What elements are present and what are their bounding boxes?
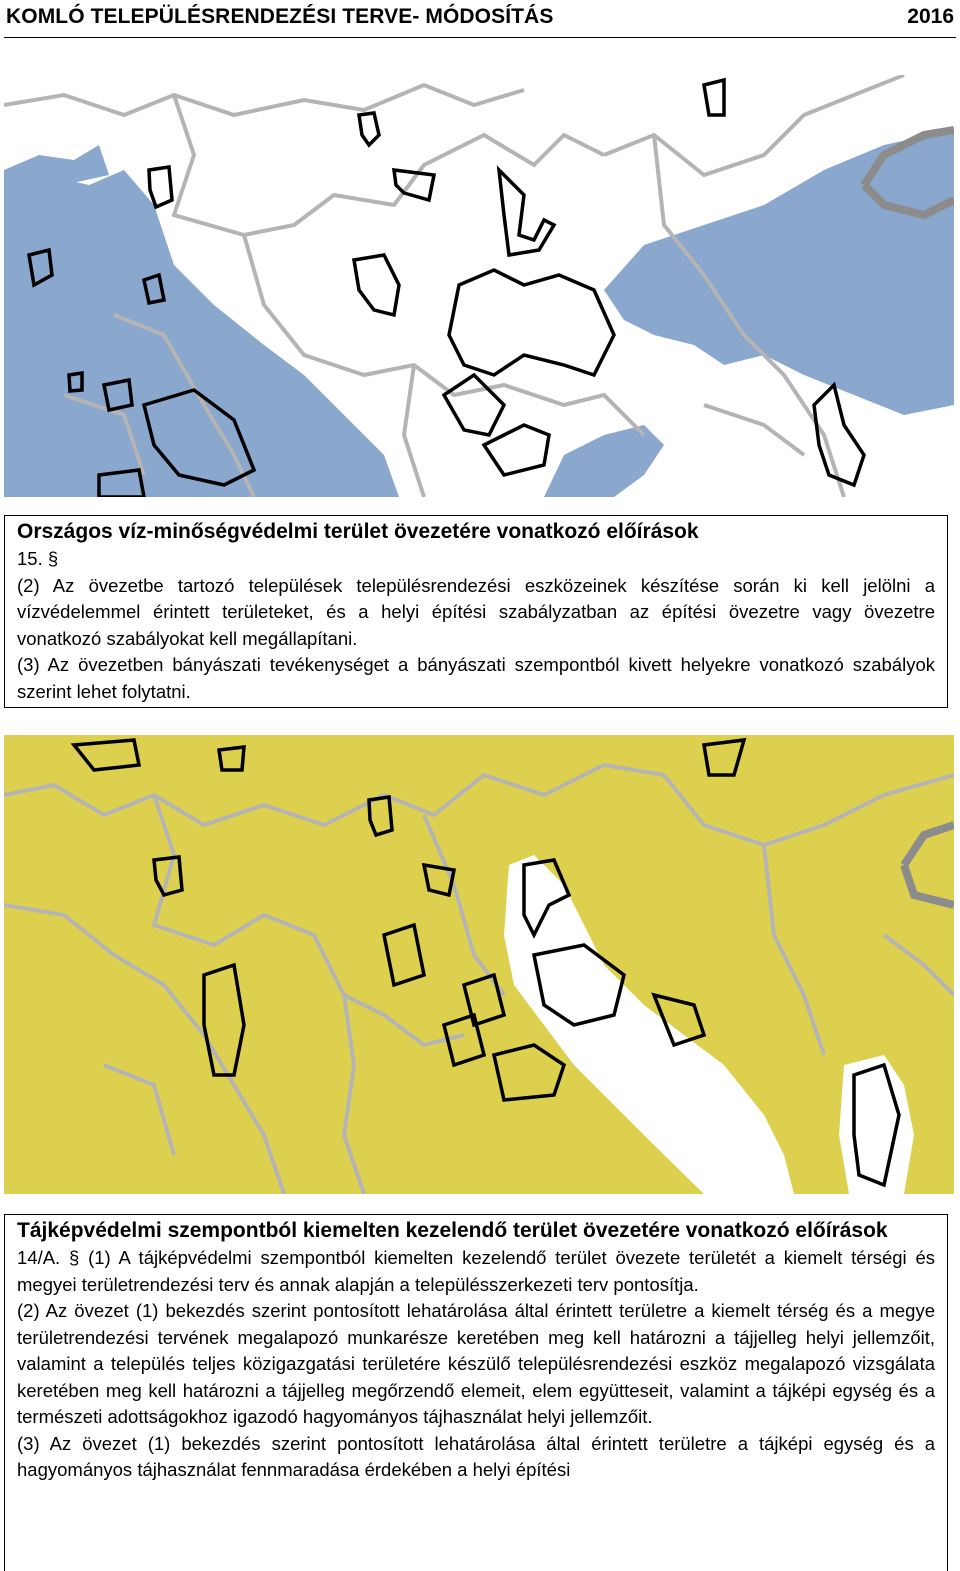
- page-header: [4, 0, 956, 38]
- section1-title: Országos víz-minőségvédelmi terület övezetére vonatkozó előírások: [17, 520, 699, 543]
- section1-paragraph: 15. §: [17, 548, 59, 569]
- landscape-protection-regulations-box: [4, 1214, 948, 1571]
- section2-paragraph: 14/A. § (1) A tájképvédelmi szempontból kiemelten kezelendő terület övezete területét a kiemelt térségi és megyei területrendezési terv és annak alapján a településszerkezeti terv pontosítja.: [17, 1247, 935, 1295]
- landscape-zone-map-svg: [4, 735, 954, 1194]
- water-protection-zone-map: [4, 75, 954, 497]
- water-protection-regulations-box: [4, 515, 948, 708]
- landscape-protection-zone-map: [4, 735, 954, 1194]
- section1-paragraph: (2) Az övezetbe tartozó települések településrendezési eszközeinek készítése során ki kell jelölni a vízvédelemmel érintett területeket, és a helyi építési szabályzatban az építési övezetre vagy övezetre vonatkozó szabályokat kell megállapítani.: [17, 574, 935, 649]
- section2-title: Tájképvédelmi szempontból kiemelten kezelendő terület övezetére vonatkozó előírások: [17, 1219, 888, 1242]
- section1-paragraph: (3) Az övezetben bányászati tevékenységet a bányászati szempontból kivett helyekre vonatkozó szabályok szerint lehet folytatni.: [17, 654, 935, 702]
- water-zone-map-svg: [4, 75, 954, 497]
- section2-paragraph: (3) Az övezet (1) bekezdés szerint pontosított lehatárolása által érintett területre a tájképi egység és a hagyományos tájhasználat fennmaradása érdekében a helyi építési: [17, 1432, 935, 1480]
- document-title: KOMLÓ TELEPÜLÉSRENDEZÉSI TERVE- MÓDOSÍTÁS: [6, 5, 554, 28]
- document-year: 2016: [907, 5, 954, 28]
- section2-paragraph: (2) Az övezet (1) bekezdés szerint pontosított lehatárolása által érintett területre a kiemelt térség és a megye területrendezési tervének megalapozó munkarésze keretében meg kell határozni a tájjelleg helyi jellemzőit, valamint a település teljes közigazgatási területére készülő településrendezési eszköz megalapozó vizsgálata keretében meg kell határozni a tájjelleg megőrzendő elemeit, elem együtteseit, valamint a tájképi egység és a természeti adottságokhoz igazodó hagyományos tájhasználat helyi jellemzőit.: [17, 1300, 935, 1427]
